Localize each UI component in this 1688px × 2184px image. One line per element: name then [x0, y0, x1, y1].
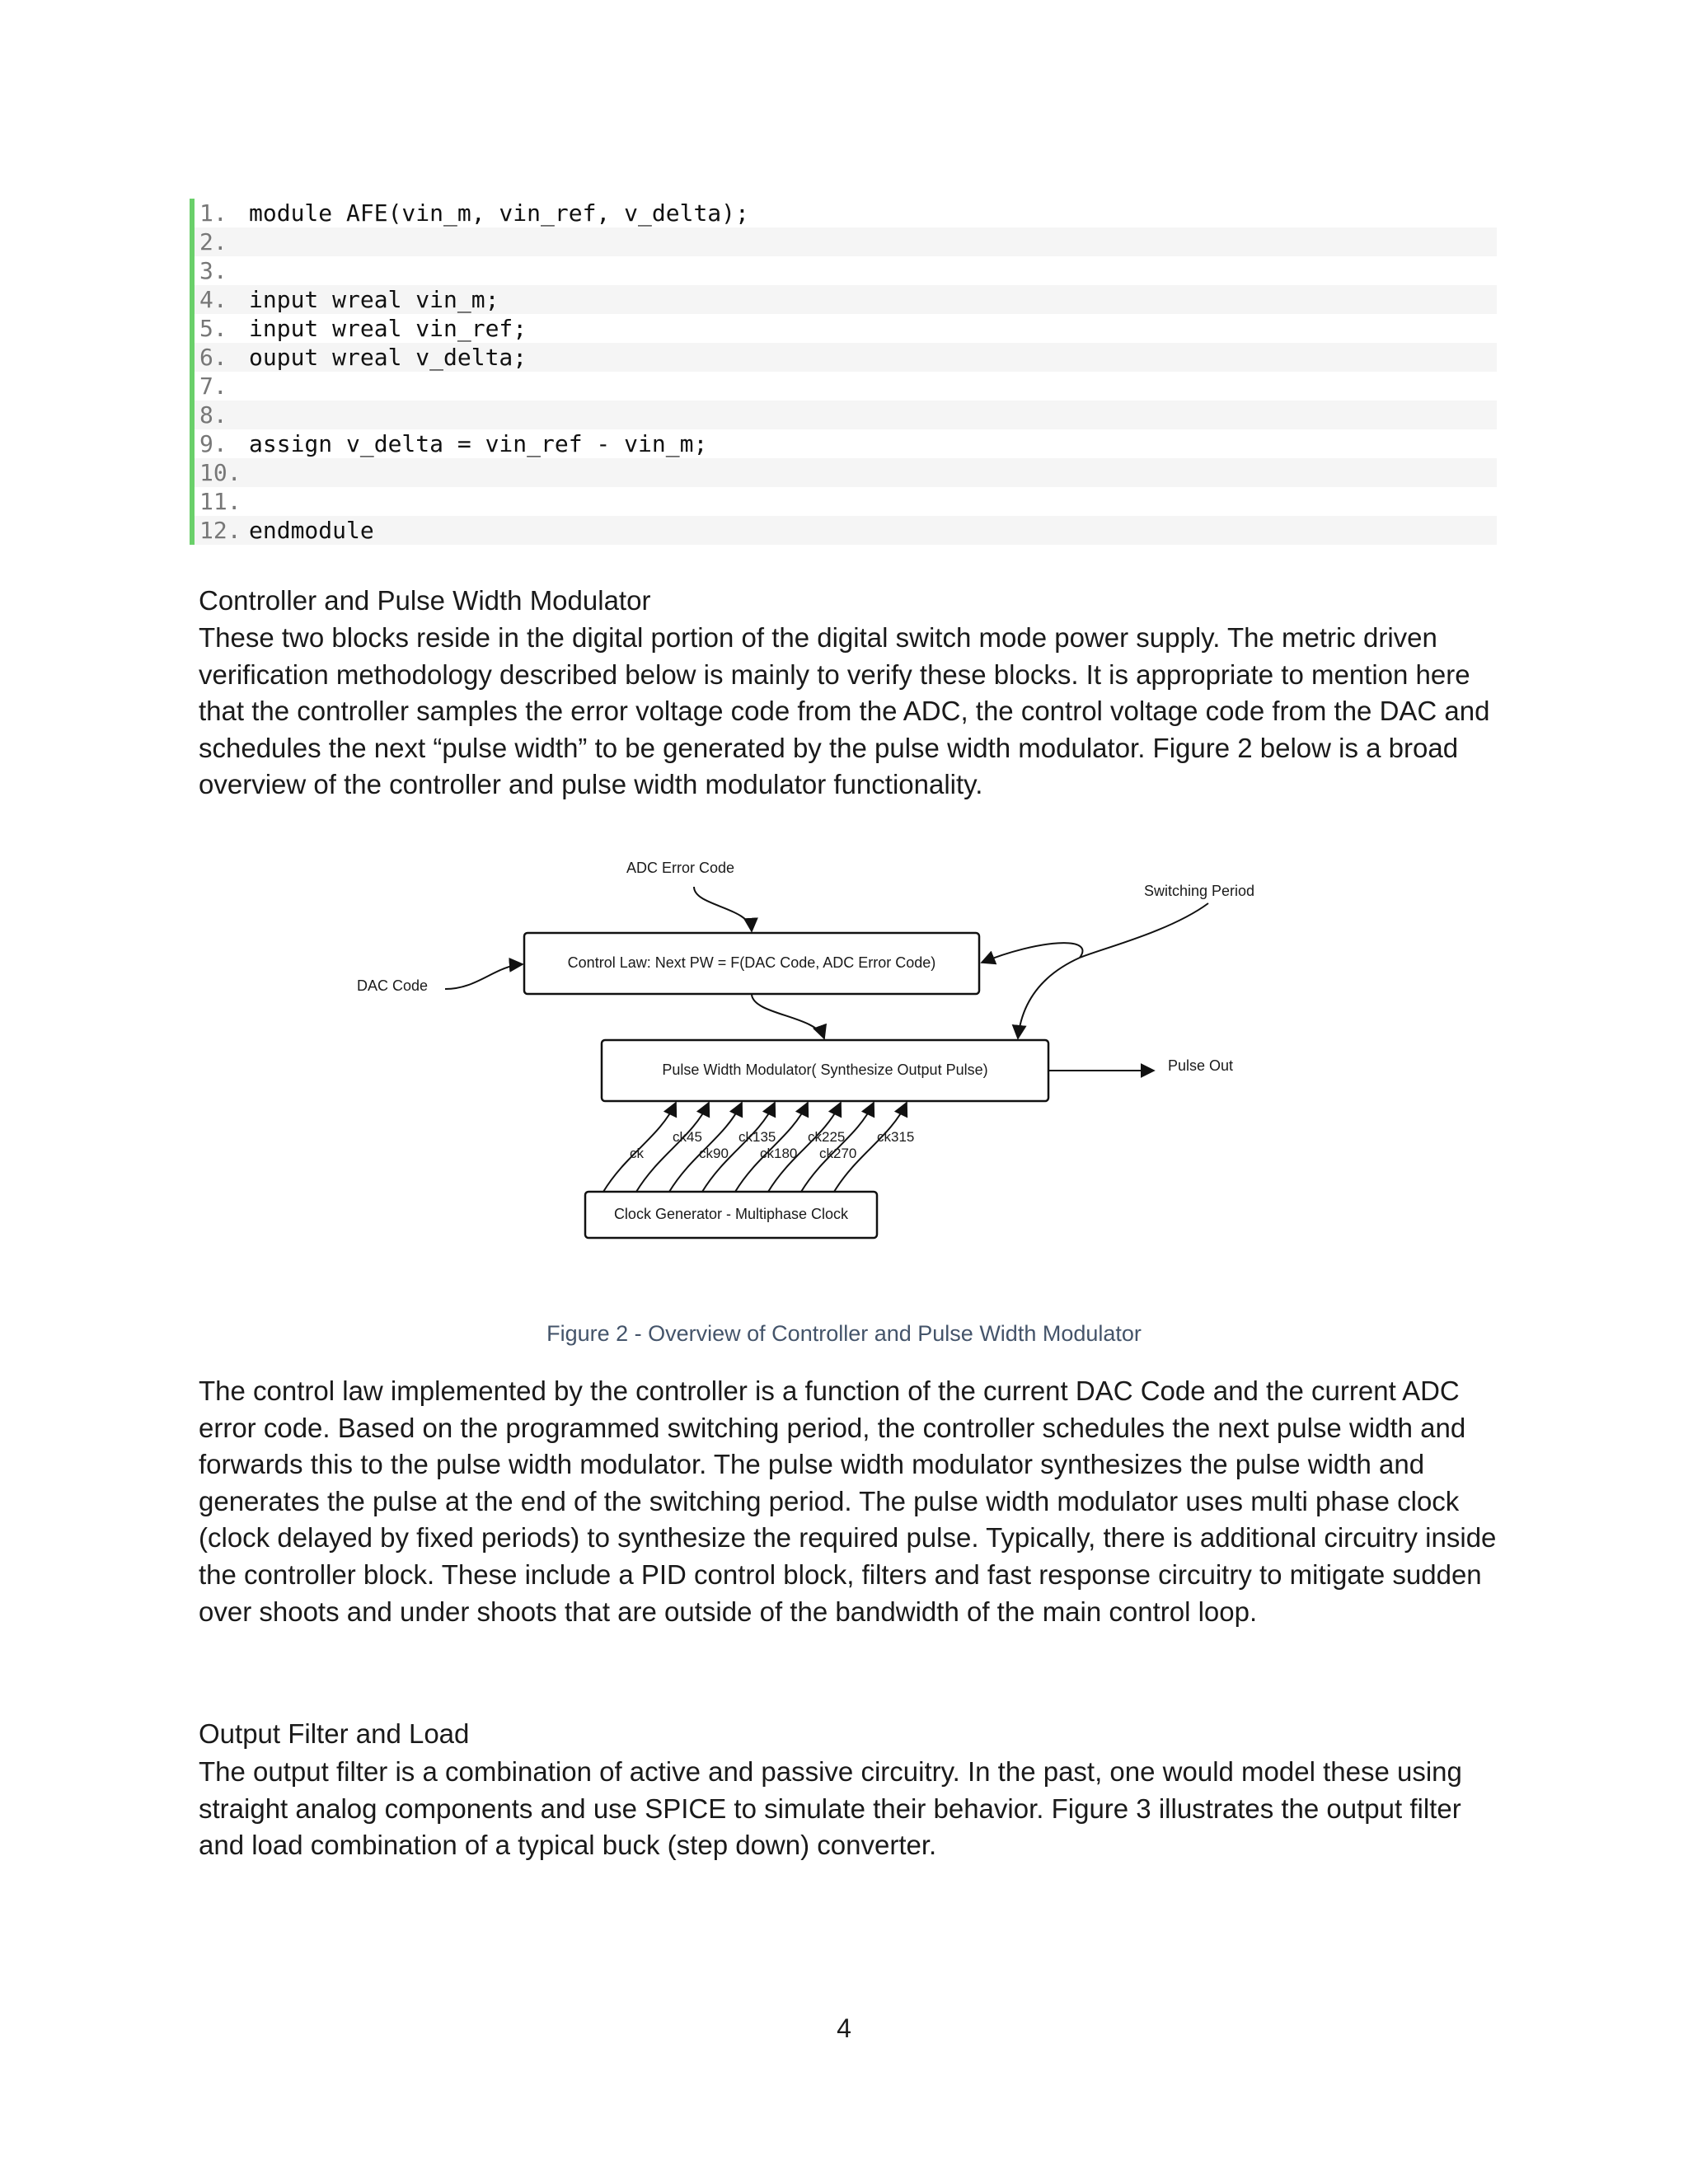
- clock-label-ck: ck: [630, 1146, 644, 1161]
- line-number: 10.: [199, 459, 241, 486]
- clock-generator-label: Clock Generator - Multiphase Clock: [613, 1206, 849, 1222]
- section-title-controller: Controller and Pulse Width Modulator: [199, 585, 651, 616]
- line-number: 9.: [199, 430, 227, 457]
- line-number: 2.: [199, 228, 227, 255]
- line-number: 4.: [199, 286, 227, 313]
- code-text: ouput wreal v_delta;: [249, 344, 528, 371]
- clock-label-ck180: ck180: [760, 1146, 798, 1161]
- line-number: 8.: [199, 401, 227, 429]
- paragraph-control-law: The control law implemented by the controller is a function of the current DAC Code and the current ADC error code. Based on the programmed switching period, the controller schedules the next pulse width and forwards this to the pulse width modulator. The pulse width modulator synthesizes the pulse width and generates the pulse at the end of the switching period. The pulse width modulator uses multi phase clock (clock delayed by fixed periods) to synthesize the required pulse. Typically, there is additional circuitry inside the controller block. These include a PID control block, filters and fast response circuitry to mitigate sudden over shoots and under shoots that are outside of the bandwidth of the main control loop.: [199, 1376, 1497, 1627]
- section-title-output-filter: Output Filter and Load: [199, 1718, 470, 1749]
- clock-label-ck225: ck225: [808, 1129, 846, 1145]
- clock-label-ck270: ck270: [819, 1146, 857, 1161]
- control-to-pwm-arrow: [752, 995, 824, 1038]
- line-number: 11.: [199, 488, 241, 515]
- clock-lines: [603, 1103, 907, 1192]
- control-law-label: Control Law: Next PW = F(DAC Code, ADC Error Code): [567, 954, 936, 971]
- line-number: 7.: [199, 373, 227, 400]
- pwm-label: Pulse Width Modulator( Synthesize Output Pulse): [662, 1062, 988, 1078]
- page-number: 4: [837, 2013, 851, 2043]
- line-number: 12.: [199, 517, 241, 544]
- section-body-output-filter: The output filter is a combination of active and passive circuitry. In the past, one would model these using straight analog components and use SPICE to simulate their behavior. Figure 3 illustrates the output filter and load combination of a typical buck (step down) converter.: [199, 1756, 1462, 1861]
- switching-period-label: Switching Period: [1144, 883, 1255, 899]
- code-text: endmodule: [249, 517, 374, 544]
- code-text: input wreal vin_m;: [249, 286, 499, 313]
- line-number: 6.: [199, 344, 227, 371]
- line-number: 5.: [199, 315, 227, 342]
- clock-label-ck135: ck135: [738, 1129, 776, 1145]
- dac-code-label: DAC Code: [357, 977, 429, 994]
- pulse-out-label: Pulse Out: [1168, 1057, 1234, 1074]
- clock-line-ck45: [636, 1103, 709, 1192]
- clock-label-ck45: ck45: [673, 1129, 702, 1145]
- line-number: 3.: [199, 257, 227, 284]
- code-text: module AFE(vin_m, vin_ref, v_delta);: [249, 199, 749, 227]
- switching-period-to-control-arrow: [982, 943, 1082, 963]
- line-number: 1.: [199, 199, 227, 227]
- adc-error-arrow: [694, 887, 752, 931]
- clock-label-ck315: ck315: [877, 1129, 915, 1145]
- section-body-controller: These two blocks reside in the digital portion of the digital switch mode power supply. The metric driven verification methodology described below is mainly to verify these blocks. It is appropriate to mention here that the controller samples the error voltage code from the ADC, the control voltage code from the DAC and schedules the next “pulse width” to be generated by the pulse width modulator. Figure 2 below is a broad overview of the controller and pulse width modulator functionality.: [199, 622, 1490, 800]
- code-text: input wreal vin_ref;: [249, 315, 528, 342]
- adc-error-code-label: ADC Error Code: [626, 860, 735, 876]
- figure-caption: Figure 2 - Overview of Controller and Pulse Width Modulator: [546, 1321, 1142, 1346]
- clock-label-ck90: ck90: [699, 1146, 729, 1161]
- code-text: assign v_delta = vin_ref - vin_m;: [249, 430, 708, 457]
- switching-period-line: [1080, 903, 1208, 958]
- switching-period-to-pwm-arrow: [1018, 958, 1080, 1038]
- dac-code-arrow: [445, 964, 523, 989]
